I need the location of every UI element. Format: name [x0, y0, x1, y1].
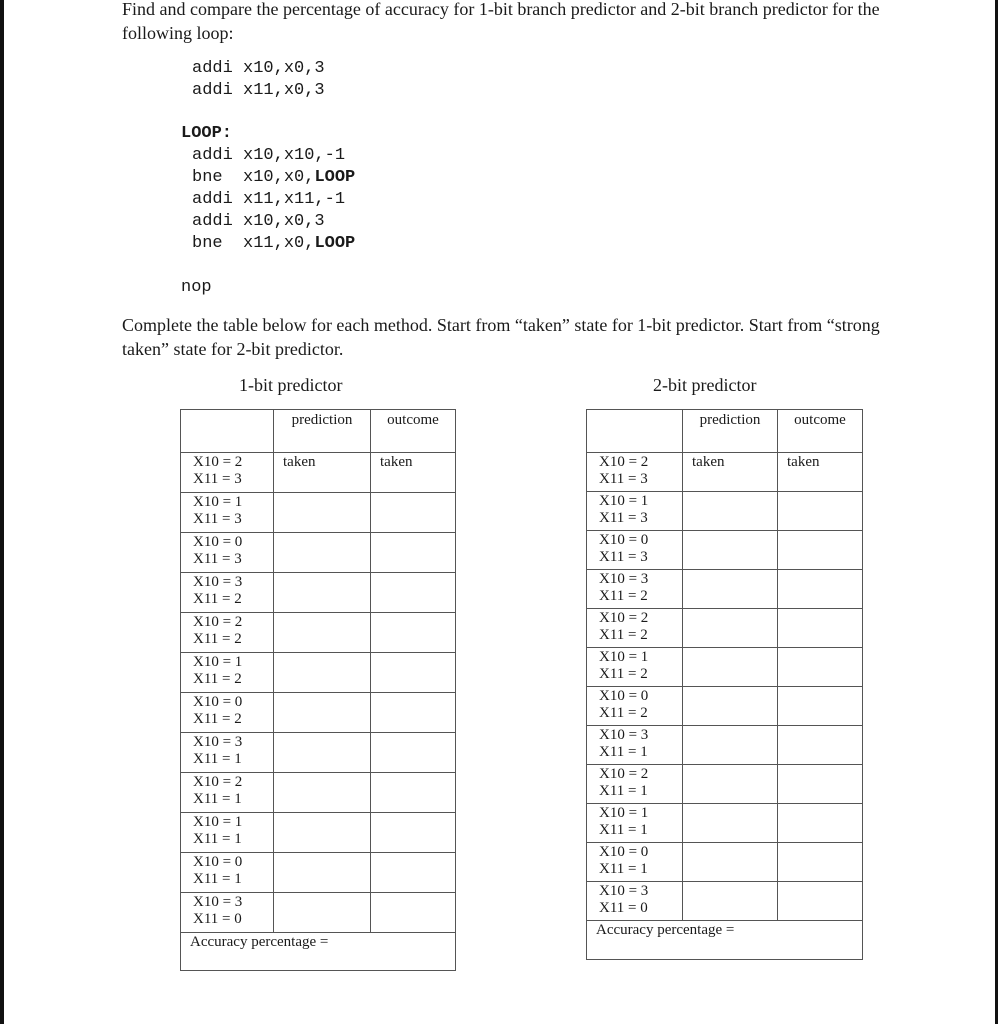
- x11-value: X11 = 2: [599, 588, 648, 604]
- instruction-operands: x10,x0,3: [243, 212, 325, 231]
- predictor-table-2bit: [586, 409, 863, 960]
- x11-value: X11 = 1: [599, 783, 648, 799]
- register-state-cell: [587, 882, 683, 921]
- outcome-cell[interactable]: [778, 648, 863, 687]
- prediction-cell[interactable]: [274, 773, 371, 813]
- register-state-cell: [181, 493, 274, 533]
- prediction-cell[interactable]: [274, 693, 371, 733]
- outcome-cell[interactable]: [371, 813, 456, 853]
- outcome-cell[interactable]: [371, 613, 456, 653]
- table-row: [181, 573, 456, 613]
- code-tail: nop: [181, 278, 212, 297]
- x10-value: X10 = 3: [193, 574, 243, 590]
- x11-value: X11 = 3: [599, 471, 648, 487]
- table-row: [181, 693, 456, 733]
- prediction-cell[interactable]: [683, 648, 778, 687]
- register-state-cell: [587, 648, 683, 687]
- x11-value: X11 = 1: [599, 744, 648, 760]
- outcome-cell[interactable]: [778, 843, 863, 882]
- table-row: [181, 893, 456, 933]
- prediction-cell[interactable]: [683, 687, 778, 726]
- x11-value: X11 = 2: [193, 671, 242, 687]
- x11-value: X11 = 2: [193, 711, 242, 727]
- x11-value: X11 = 1: [193, 791, 242, 807]
- table-row: [587, 648, 863, 687]
- x11-value: X11 = 3: [193, 471, 242, 487]
- prediction-cell[interactable]: [683, 531, 778, 570]
- x11-value: X11 = 1: [599, 822, 648, 838]
- register-state-cell: [587, 765, 683, 804]
- outcome-cell[interactable]: [371, 573, 456, 613]
- x10-value: X10 = 1: [599, 493, 649, 509]
- x11-value: X11 = 2: [193, 631, 242, 647]
- register-state-cell: [587, 804, 683, 843]
- x11-value: X11 = 3: [193, 511, 242, 527]
- instruction-operands: x10,x0,: [243, 168, 315, 187]
- x10-value: X10 = 3: [193, 894, 243, 910]
- x11-value: X11 = 1: [193, 751, 242, 767]
- x10-value: X10 = 2: [193, 454, 243, 470]
- loop-label: LOOP:: [181, 124, 233, 143]
- x11-value: X11 = 2: [193, 591, 242, 607]
- prediction-cell[interactable]: [683, 882, 778, 921]
- x10-value: X10 = 0: [599, 688, 649, 704]
- outcome-cell[interactable]: [371, 773, 456, 813]
- prediction-cell[interactable]: [274, 573, 371, 613]
- prediction-cell[interactable]: taken: [274, 453, 371, 493]
- x10-value: X10 = 3: [599, 571, 649, 587]
- prediction-cell[interactable]: [274, 813, 371, 853]
- table-row: [181, 773, 456, 813]
- table-header-row: [587, 410, 863, 453]
- outcome-cell[interactable]: [371, 893, 456, 933]
- table-row: [587, 492, 863, 531]
- outcome-cell[interactable]: [371, 493, 456, 533]
- x10-value: X10 = 2: [193, 774, 243, 790]
- prediction-cell[interactable]: [683, 570, 778, 609]
- loop-code-line: [192, 145, 345, 167]
- table-row: [587, 687, 863, 726]
- register-state-cell: [181, 453, 274, 493]
- instruction-operands: x10,x10,-1: [243, 146, 346, 165]
- register-state-cell: [181, 653, 274, 693]
- x11-value: X11 = 1: [599, 861, 648, 877]
- loop-code-line: [192, 233, 355, 255]
- x10-value: X10 = 1: [193, 814, 243, 830]
- register-state-cell: [181, 573, 274, 613]
- header-prediction: prediction: [683, 410, 778, 453]
- x11-value: X11 = 3: [599, 510, 648, 526]
- prediction-cell[interactable]: [274, 653, 371, 693]
- prediction-cell[interactable]: [683, 765, 778, 804]
- table-instructions: Complete the table below for each method. Start from “taken” state for 1-bit predictor. Start from “strong taken” state for 2-bit predictor.: [122, 315, 880, 359]
- header-outcome: outcome: [778, 410, 863, 453]
- register-state-cell: [587, 609, 683, 648]
- register-state-cell: [181, 893, 274, 933]
- register-state-cell: [587, 531, 683, 570]
- branch-target: LOOP: [314, 234, 356, 253]
- table-row: [587, 882, 863, 921]
- x10-value: X10 = 0: [193, 694, 243, 710]
- outcome-cell[interactable]: [778, 687, 863, 726]
- x10-value: X10 = 1: [599, 649, 649, 665]
- x11-value: X11 = 2: [599, 705, 648, 721]
- table-row: [587, 570, 863, 609]
- prediction-cell[interactable]: [683, 609, 778, 648]
- table-row: [587, 804, 863, 843]
- header-blank-cell: [587, 410, 683, 453]
- table-row: [181, 853, 456, 893]
- code-init-line-1: addi x10,x0,3: [192, 59, 325, 78]
- table-row: [587, 453, 863, 492]
- outcome-cell[interactable]: [778, 609, 863, 648]
- outcome-cell[interactable]: [778, 882, 863, 921]
- table-row: [181, 493, 456, 533]
- outcome-cell[interactable]: [778, 531, 863, 570]
- outcome-cell[interactable]: [778, 726, 863, 765]
- accuracy-row: [587, 921, 863, 960]
- header-outcome: outcome: [371, 410, 456, 453]
- prediction-cell[interactable]: [683, 843, 778, 882]
- loop-code-line: [192, 167, 355, 189]
- outcome-cell[interactable]: taken: [371, 453, 456, 493]
- table-row: [181, 733, 456, 773]
- x11-value: X11 = 3: [599, 549, 648, 565]
- x10-value: X10 = 0: [599, 844, 649, 860]
- x10-value: X10 = 3: [599, 883, 649, 899]
- table-header-row: [181, 410, 456, 453]
- x11-value: X11 = 0: [599, 900, 648, 916]
- instruction-opcode: bne: [192, 168, 233, 187]
- prediction-cell[interactable]: [683, 726, 778, 765]
- x11-value: X11 = 2: [599, 627, 648, 643]
- x11-value: X11 = 3: [193, 551, 242, 567]
- outcome-cell[interactable]: [371, 653, 456, 693]
- prediction-cell[interactable]: [274, 893, 371, 933]
- table-row: [587, 726, 863, 765]
- x11-value: X11 = 2: [599, 666, 648, 682]
- table-row: [181, 653, 456, 693]
- register-state-cell: [181, 693, 274, 733]
- prediction-cell[interactable]: [683, 804, 778, 843]
- loop-code-line: [192, 211, 325, 233]
- outcome-cell[interactable]: [778, 492, 863, 531]
- x10-value: X10 = 2: [599, 610, 649, 626]
- prediction-cell[interactable]: [683, 492, 778, 531]
- x10-value: X10 = 1: [193, 654, 243, 670]
- register-state-cell: [587, 687, 683, 726]
- outcome-cell[interactable]: [371, 733, 456, 773]
- table-row: [587, 531, 863, 570]
- register-state-cell: [181, 613, 274, 653]
- x10-value: X10 = 3: [599, 727, 649, 743]
- x11-value: X11 = 1: [193, 831, 242, 847]
- header-prediction: prediction: [274, 410, 371, 453]
- register-state-cell: [587, 843, 683, 882]
- x11-value: X11 = 1: [193, 871, 242, 887]
- x10-value: X10 = 0: [193, 534, 243, 550]
- x10-value: X10 = 2: [599, 454, 649, 470]
- x11-value: X11 = 0: [193, 911, 242, 927]
- x10-value: X10 = 1: [599, 805, 649, 821]
- loop-code-line: [192, 189, 345, 211]
- outcome-cell[interactable]: [778, 570, 863, 609]
- accuracy-row: [181, 933, 456, 971]
- prediction-cell[interactable]: [274, 853, 371, 893]
- accuracy-percentage[interactable]: Accuracy percentage =: [181, 933, 456, 971]
- table-row: [587, 609, 863, 648]
- outcome-cell[interactable]: [778, 804, 863, 843]
- table-row: [181, 533, 456, 573]
- instruction-operands: x11,x11,-1: [243, 190, 346, 209]
- register-state-cell: [587, 726, 683, 765]
- instruction-opcode: addi: [192, 146, 233, 165]
- table-row: [587, 843, 863, 882]
- prediction-cell[interactable]: [274, 613, 371, 653]
- outcome-cell[interactable]: [371, 853, 456, 893]
- x10-value: X10 = 1: [193, 494, 243, 510]
- instruction-opcode: bne: [192, 234, 233, 253]
- table-row: [181, 453, 456, 493]
- x10-value: X10 = 2: [193, 614, 243, 630]
- x10-value: X10 = 0: [193, 854, 243, 870]
- instruction-opcode: addi: [192, 190, 233, 209]
- prediction-cell[interactable]: [274, 733, 371, 773]
- predictor-table-1bit: [180, 409, 456, 971]
- register-state-cell: [181, 853, 274, 893]
- question-intro: Find and compare the percentage of accuracy for 1-bit branch predictor and 2-bit branch predictor for the following loop:: [122, 0, 880, 43]
- register-state-cell: [181, 733, 274, 773]
- register-state-cell: [587, 453, 683, 492]
- register-state-cell: [181, 813, 274, 853]
- register-state-cell: [587, 492, 683, 531]
- header-blank-cell: [181, 410, 274, 453]
- accuracy-percentage[interactable]: Accuracy percentage =: [587, 921, 863, 960]
- table-title-1bit: 1-bit predictor: [239, 375, 343, 395]
- x10-value: X10 = 0: [599, 532, 649, 548]
- register-state-cell: [181, 533, 274, 573]
- outcome-cell[interactable]: taken: [778, 453, 863, 492]
- branch-target: LOOP: [314, 168, 356, 187]
- prediction-cell[interactable]: taken: [683, 453, 778, 492]
- x10-value: X10 = 2: [599, 766, 649, 782]
- register-state-cell: [587, 570, 683, 609]
- prediction-cell[interactable]: [274, 533, 371, 573]
- table-row: [181, 613, 456, 653]
- outcome-cell[interactable]: [371, 693, 456, 733]
- instruction-operands: x11,x0,: [243, 234, 315, 253]
- code-init-line-2: addi x11,x0,3: [192, 81, 325, 100]
- x10-value: X10 = 3: [193, 734, 243, 750]
- prediction-cell[interactable]: [274, 493, 371, 533]
- window-edge-left: [0, 0, 4, 1024]
- table-row: [181, 813, 456, 853]
- table-title-2bit: 2-bit predictor: [653, 375, 757, 395]
- table-row: [587, 765, 863, 804]
- register-state-cell: [181, 773, 274, 813]
- outcome-cell[interactable]: [778, 765, 863, 804]
- outcome-cell[interactable]: [371, 533, 456, 573]
- instruction-opcode: addi: [192, 212, 233, 231]
